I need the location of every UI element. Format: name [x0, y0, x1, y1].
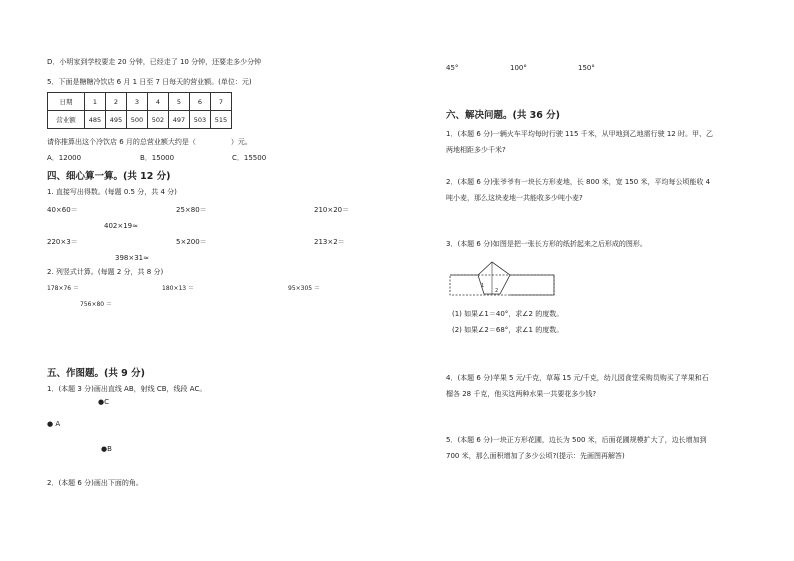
problem-1-line2: 两地相距多少千米?	[446, 146, 506, 154]
problem-4-line1: 4．(本题 6 分)苹果 5 元/千克，草莓 15 元/千克，幼儿园食堂采购员购买了苹果和石	[446, 374, 709, 382]
section-5-q2: 2．(本题 6 分)画出下面的角。	[47, 479, 143, 487]
folded-paper-figure	[448, 258, 568, 298]
calc-item: 5×200＝	[176, 238, 207, 246]
angle-2-label: 2	[495, 288, 499, 294]
q5-question: 请你推算出这个冷饮店 6 月的总营业额大约是（ ）元。	[47, 138, 252, 146]
calc-item: 213×2＝	[314, 238, 345, 246]
problem-2-line2: 吨小麦，那么这块麦地一共能收多少吨小麦?	[446, 194, 583, 202]
problem-3-line1: 3．(本题 6 分)如图是把一张长方形的纸折起来之后形成的图形。	[446, 240, 647, 248]
calc-item: 220×3＝	[47, 238, 78, 246]
q5-text: 5．下面是糖糖冷饮店 6 月 1 日至 7 日每天的营业额。(单位：元)	[47, 78, 252, 86]
table-cell: 497	[169, 111, 190, 129]
table-cell: 3	[127, 93, 148, 111]
section-5-title: 五、作图题。(共 9 分)	[47, 368, 145, 379]
section-5-q1: 1．(本题 3 分)画出直线 AB，射线 CB，线段 AC。	[47, 385, 207, 393]
table-row	[48, 93, 232, 111]
problem-5-line2: 700 米，那么面积增加了多少公顷?(提示：先画图再解答)	[446, 452, 625, 460]
calc-item: 40×60＝	[47, 206, 78, 214]
problem-4-line2: 榴各 28 千克，他买这两种水果一共要花多少钱?	[446, 390, 597, 398]
calc-item: 210×20＝	[314, 206, 350, 214]
section-4-q1: 1. 直接写出得数。(每题 0.5 分，共 4 分)	[47, 188, 177, 196]
calc-item: 25×80＝	[176, 206, 207, 214]
calc-item: 398×31≈	[115, 254, 149, 262]
table-cell: 485	[85, 111, 106, 129]
vertical-calc-item: 178×76 ＝	[47, 285, 80, 292]
table-cell: 7	[211, 93, 232, 111]
point-c: ●C	[98, 398, 109, 406]
angle-label: 150°	[578, 64, 595, 72]
q4-option-d: D．小明家到学校要走 20 分钟，已经走了 10 分钟，还要走多少分钟	[47, 58, 262, 66]
table-cell: 6	[190, 93, 211, 111]
table-cell: 515	[211, 111, 232, 129]
angle-label: 100°	[510, 64, 527, 72]
section-4-title: 四、细心算一算。(共 12 分)	[47, 171, 171, 182]
table-cell: 营业额	[48, 111, 85, 129]
problem-2-line1: 2．(本题 6 分)张爷爷有一块长方形麦地，长 800 米，宽 150 米，平均每公顷能收 4	[446, 178, 711, 186]
table-cell: 4	[148, 93, 169, 111]
problem-1-line1: 1．(本题 6 分)一辆火车平均每时行驶 115 千米，从甲地到乙地需行驶 12 时。甲、乙	[446, 130, 713, 138]
angle-1-label: 1	[481, 283, 485, 289]
table-cell: 502	[148, 111, 169, 129]
table-cell: 1	[85, 93, 106, 111]
q5-option-b: B．15000	[140, 154, 175, 162]
table-cell: 500	[127, 111, 148, 129]
problem-3-sub2: (2) 如果∠2＝68°，求∠1 的度数。	[452, 326, 564, 334]
table-cell: 495	[106, 111, 127, 129]
vertical-calc-item: 95×305 ＝	[288, 285, 321, 292]
problem-3-sub1: (1) 如果∠1＝40°，求∠2 的度数。	[452, 310, 564, 318]
angle-label: 45°	[446, 64, 459, 72]
table-cell: 日期	[48, 93, 85, 111]
q5-option-a: A．12000	[47, 154, 82, 162]
problem-5-line1: 5．(本题 6 分)一块正方形花圃，边长为 500 米，后面花圃规模扩大了，边长增加到	[446, 436, 707, 444]
section-4-q2: 2. 列竖式计算。(每题 2 分，共 8 分)	[47, 268, 164, 276]
vertical-calc-item: 180×13 ＝	[162, 285, 195, 292]
section-6-title: 六、解决问题。(共 36 分)	[446, 110, 561, 121]
sales-table	[47, 92, 232, 129]
q5-option-c: C．15500	[232, 154, 267, 162]
table-cell: 5	[169, 93, 190, 111]
table-cell: 2	[106, 93, 127, 111]
table-row	[48, 111, 232, 129]
table-cell: 503	[190, 111, 211, 129]
vertical-calc-item: 756×80 ＝	[80, 301, 113, 308]
point-b: ●B	[101, 445, 112, 453]
calc-item: 402×19≈	[104, 222, 138, 230]
point-a: ● A	[47, 420, 61, 428]
